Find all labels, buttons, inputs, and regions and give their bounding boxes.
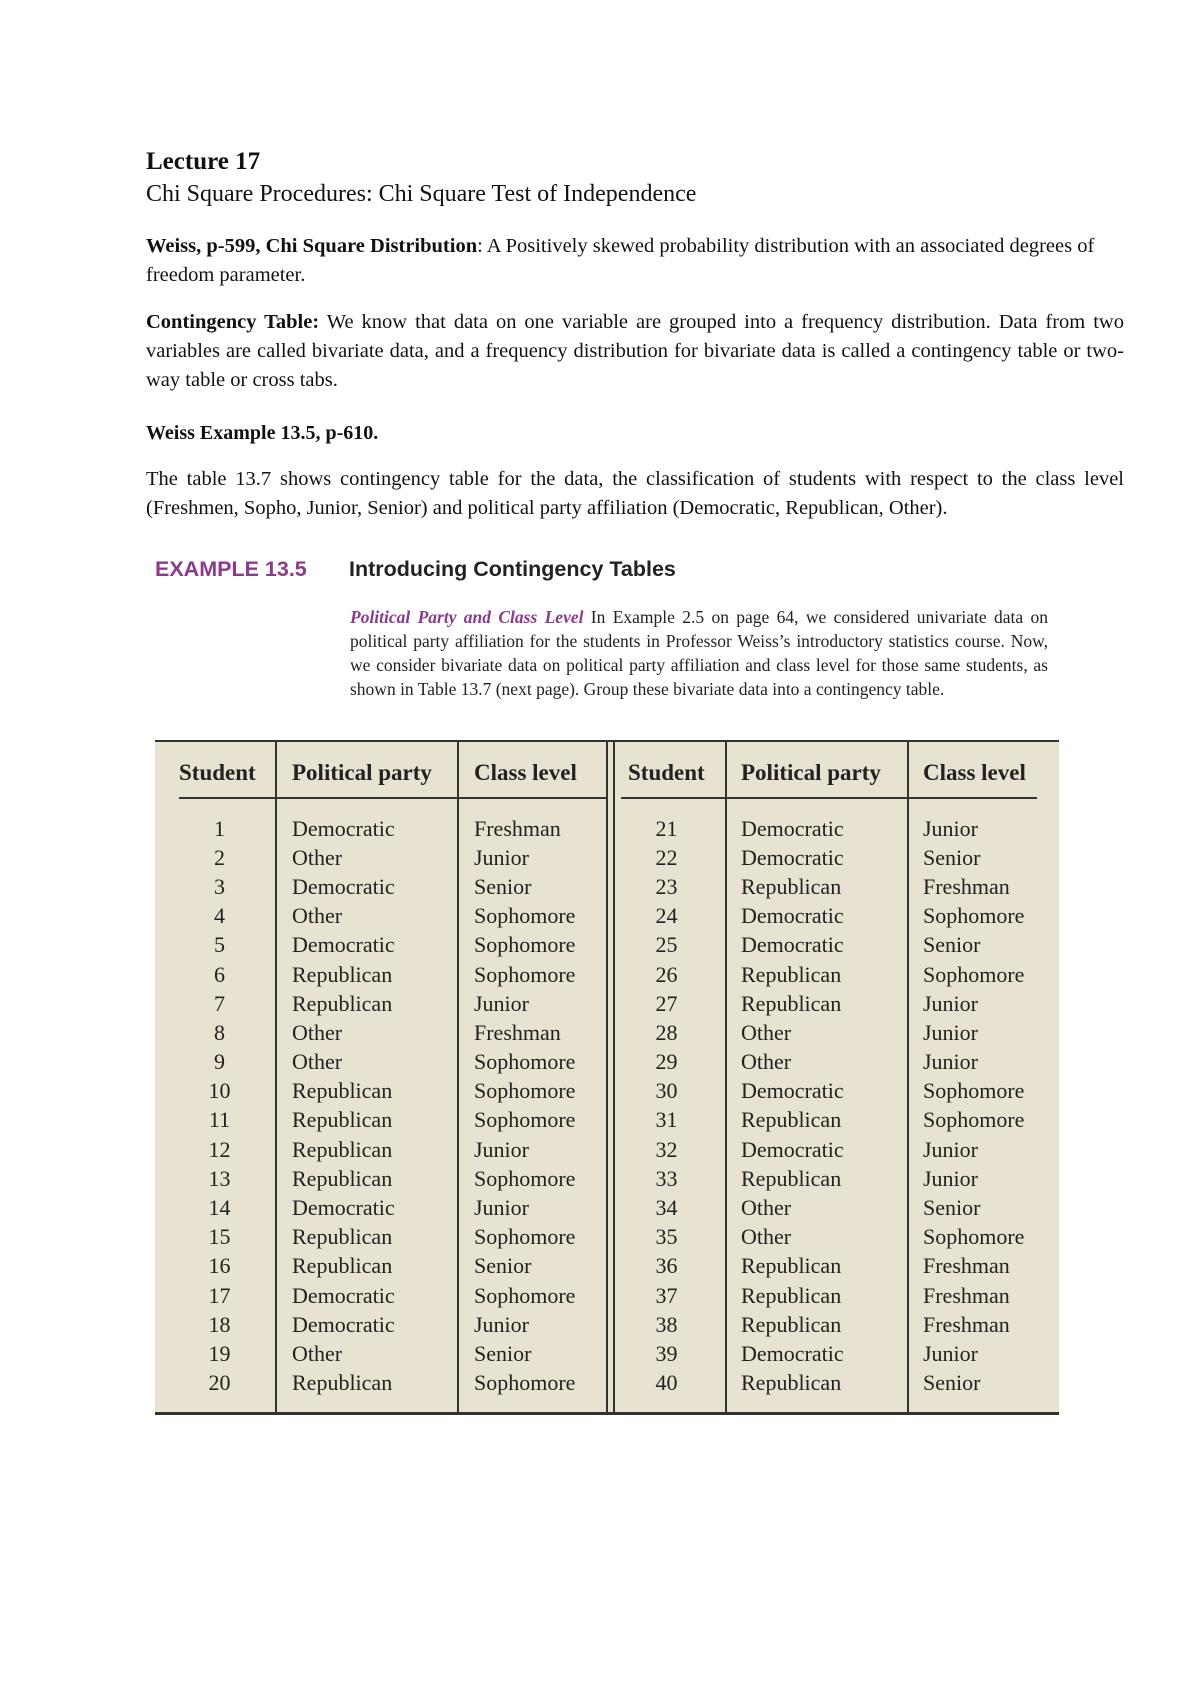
cell-class-level: Sophomore [474,1370,576,1396]
cell-class-level: Freshman [923,1311,1010,1337]
cell-political-party: Democratic [292,1282,395,1308]
cell-student: 6 [214,961,225,987]
cell-student: 36 [655,1253,678,1279]
cell-student: 38 [655,1311,678,1337]
cell-class-level: Sophomore [474,961,576,987]
cell-class-level: Junior [923,990,978,1016]
chi-square-definition [146,232,1124,290]
contingency-label: Contingency Table: [146,311,320,333]
cell-political-party: Republican [292,1136,393,1162]
cell-student: 4 [214,903,225,929]
cell-student: 10 [208,1078,231,1104]
cell-class-level: Senior [474,873,532,899]
cell-student: 19 [208,1340,231,1366]
cell-class-level: Junior [923,815,978,841]
header-political-party: Political party [292,760,432,785]
cell-student: 28 [655,1019,678,1045]
cell-class-level: Sophomore [474,1165,576,1191]
cell-political-party: Democratic [292,1195,395,1221]
cell-political-party: Republican [741,873,842,899]
cell-political-party: Other [292,903,343,929]
cell-class-level: Sophomore [923,1224,1025,1250]
cell-class-level: Sophomore [474,1107,576,1133]
example-reference: Weiss Example 13.5, p-610. [146,422,379,444]
cell-political-party: Other [741,1049,792,1075]
lecture-subtitle: Chi Square Procedures: Chi Square Test of Independence [146,181,697,207]
cell-student: 9 [214,1049,225,1075]
cell-class-level: Sophomore [474,903,576,929]
column-divider [725,742,727,1412]
cell-political-party: Republican [741,1282,842,1308]
cell-political-party: Republican [741,990,842,1016]
example-label: EXAMPLE 13.5 [155,557,307,581]
cell-student: 40 [655,1370,678,1396]
cell-political-party: Republican [292,1165,393,1191]
cell-student: 7 [214,990,225,1016]
cell-political-party: Democratic [292,873,395,899]
cell-student: 31 [655,1107,678,1133]
cell-student: 16 [208,1253,231,1279]
cell-class-level: Freshman [923,1282,1010,1308]
cell-class-level: Senior [923,844,981,870]
cell-political-party: Democratic [292,932,395,958]
data-table-box [155,740,1059,1415]
example-intro: The table 13.7 shows contingency table for the data, the classification of students with respect to the class level (Freshmen, Sopho, Junior, Senior) and political party affiliation (Democratic, Republican, Other). [146,468,1124,519]
cell-student: 18 [208,1311,231,1337]
cell-student: 23 [655,873,678,899]
cell-political-party: Republican [292,1370,393,1396]
cell-class-level: Freshman [923,1253,1010,1279]
header-rule-left [179,797,609,799]
cell-class-level: Sophomore [923,1107,1025,1133]
cell-class-level: Freshman [474,815,561,841]
cell-class-level: Junior [474,1136,529,1162]
chi-square-text: : A Positively skewed probability distribution with an associated degrees of freedom parameter. [146,235,1095,286]
cell-student: 24 [655,903,678,929]
column-divider [275,742,277,1412]
cell-class-level: Junior [474,990,529,1016]
column-divider [457,742,459,1412]
column-divider [907,742,909,1412]
cell-student: 27 [655,990,678,1016]
header-student: Student [628,760,705,785]
cell-student: 17 [208,1282,231,1308]
cell-political-party: Republican [741,1107,842,1133]
cell-student: 34 [655,1195,678,1221]
cell-student: 13 [208,1165,231,1191]
example-title: Introducing Contingency Tables [349,557,676,581]
example-body [350,605,1048,701]
cell-class-level: Sophomore [923,1078,1025,1104]
cell-student: 35 [655,1224,678,1250]
cell-class-level: Freshman [923,873,1010,899]
cell-class-level: Senior [923,1370,981,1396]
cell-class-level: Junior [923,1049,978,1075]
cell-political-party: Republican [741,1311,842,1337]
cell-political-party: Republican [741,1165,842,1191]
cell-political-party: Other [292,1019,343,1045]
cell-student: 5 [214,932,225,958]
cell-political-party: Republican [741,961,842,987]
cell-student: 2 [214,844,225,870]
cell-political-party: Other [741,1224,792,1250]
column-double-divider [606,742,615,1412]
cell-class-level: Sophomore [474,1224,576,1250]
contingency-definition [146,308,1124,395]
cell-class-level: Senior [923,1195,981,1221]
cell-political-party: Democratic [741,932,844,958]
cell-class-level: Sophomore [474,1049,576,1075]
cell-class-level: Sophomore [474,1078,576,1104]
cell-student: 12 [208,1136,231,1162]
cell-student: 3 [214,873,225,899]
cell-political-party: Other [292,1340,343,1366]
cell-student: 37 [655,1282,678,1308]
cell-student: 29 [655,1049,678,1075]
header-rule-right [621,797,1037,799]
header-class-level: Class level [923,760,1026,785]
cell-student: 20 [208,1370,231,1396]
cell-class-level: Junior [474,1195,529,1221]
cell-political-party: Democratic [741,815,844,841]
cell-class-level: Junior [923,1019,978,1045]
cell-political-party: Democratic [741,1078,844,1104]
cell-student: 25 [655,932,678,958]
cell-class-level: Sophomore [923,903,1025,929]
contingency-text: We know that data on one variable are grouped into a frequency distribution. Data from two variables are called bivariate data, and a frequency distribution for bivariate data is called a contingency table or two-way table or cross tabs. [146,311,1124,391]
cell-political-party: Republican [741,1370,842,1396]
cell-student: 30 [655,1078,678,1104]
cell-student: 22 [655,844,678,870]
cell-student: 1 [214,815,225,841]
lecture-title: Lecture 17 [146,148,261,175]
cell-political-party: Democratic [741,844,844,870]
cell-class-level: Sophomore [474,1282,576,1308]
cell-student: 26 [655,961,678,987]
cell-political-party: Republican [292,1078,393,1104]
cell-political-party: Democratic [292,1311,395,1337]
cell-class-level: Sophomore [923,961,1025,987]
cell-class-level: Junior [923,1136,978,1162]
header-student: Student [179,760,256,785]
cell-political-party: Democratic [292,815,395,841]
cell-student: 14 [208,1195,231,1221]
cell-political-party: Other [292,1049,343,1075]
cell-political-party: Other [741,1195,792,1221]
cell-political-party: Republican [292,1224,393,1250]
cell-political-party: Republican [292,1107,393,1133]
example-lead: Political Party and Class Level [350,607,584,627]
cell-political-party: Republican [741,1253,842,1279]
header-political-party: Political party [741,760,881,785]
cell-student: 32 [655,1136,678,1162]
cell-student: 11 [208,1107,231,1133]
cell-class-level: Junior [474,1311,529,1337]
chi-square-label: Weiss, p-599, Chi Square Distribution [146,235,478,257]
header-class-level: Class level [474,760,577,785]
cell-political-party: Democratic [741,1136,844,1162]
cell-class-level: Senior [474,1340,532,1366]
example-body-text: In Example 2.5 on page 64, we considered univariate data on political party affiliation for the students in Professor Weiss’s introductory statistics course. Now, we consider bivariate data on political party affiliation and class level for those same students, as shown in Table 13.7 (next page). Group these bivariate data into a contingency table. [350,607,1048,699]
cell-class-level: Sophomore [474,932,576,958]
cell-student: 21 [655,815,678,841]
cell-political-party: Other [292,844,343,870]
cell-class-level: Junior [923,1165,978,1191]
cell-political-party: Democratic [741,903,844,929]
cell-political-party: Other [741,1019,792,1045]
cell-political-party: Republican [292,961,393,987]
cell-political-party: Democratic [741,1340,844,1366]
cell-student: 8 [214,1019,225,1045]
cell-student: 39 [655,1340,678,1366]
cell-class-level: Junior [474,844,529,870]
cell-class-level: Freshman [474,1019,561,1045]
cell-class-level: Senior [474,1253,532,1279]
cell-class-level: Junior [923,1340,978,1366]
cell-political-party: Republican [292,990,393,1016]
cell-student: 33 [655,1165,678,1191]
cell-class-level: Senior [923,932,981,958]
cell-student: 15 [208,1224,231,1250]
cell-political-party: Republican [292,1253,393,1279]
